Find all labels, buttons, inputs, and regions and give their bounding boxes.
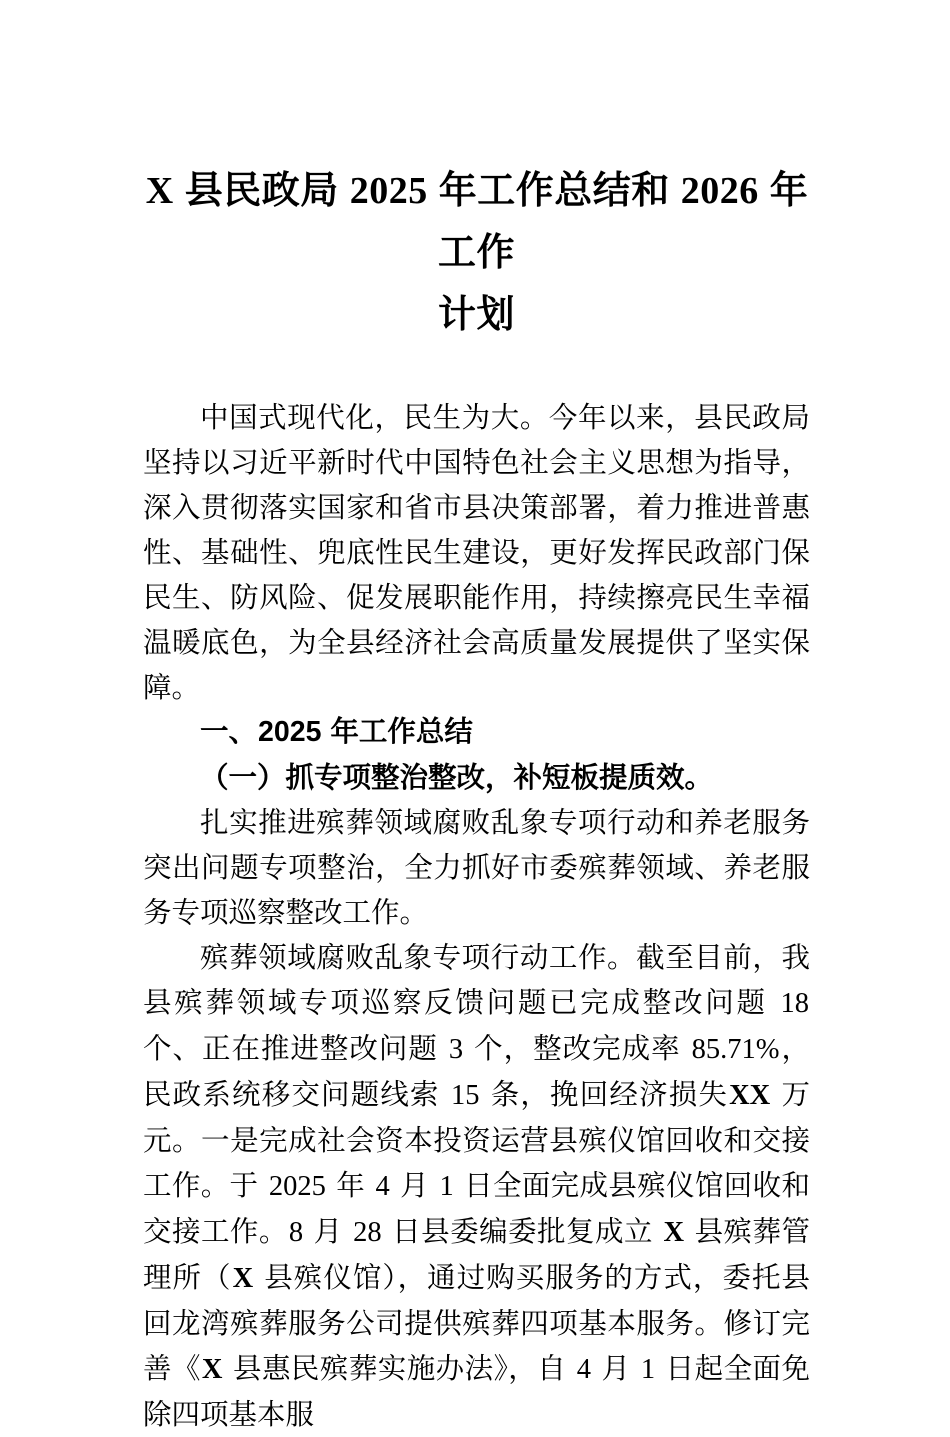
section-heading-1: 一、2025 年工作总结 (200, 716, 473, 748)
page-title: X 县民政局 2025 年工作总结和 2026 年工作 计划 (145, 170, 809, 336)
subsection-heading-1: （一）抓专项整治整改，补短板提质效。 (200, 760, 714, 794)
document-content (143, 0, 810, 1437)
intro-paragraph: 中国式现代化，民生为大。今年以来，县民政局坚持以习近平新时代中国特色社会主义思想为指导，深入贯彻落实国家和省市县决策部署，着力推进普惠性、基础性、兜底性民生建设，更好发挥民政部门保民生、防风险、促发展职能作用，持续擦亮民生幸福温暖底色，为全县经济社会高质量发展提供了坚实保障。 (143, 401, 810, 704)
body-paragraph-2: 扎实推进殡葬领域腐败乱象专项行动和养老服务突出问题专项整治，全力抓好市委殡葬领域、养老服务专项巡察整改工作。 (143, 806, 810, 929)
body-paragraph-3: 殡葬领域腐败乱象专项行动工作。截至目前，我县殡葬领域专项巡察反馈问题已完成整改问题 18 个、正在推进整改问题 3 个，整改完成率 85.71%，民政系统移交问题线索 15 条，挽回经济损失XX 万元。一是完成社会资本投资运营县殡仪馆回收和交接工作。于 2025 年 4 月 1 日全面完成县殡仪馆回收和交接工作。8 月 28 日县委编委批复成立 X 县殡葬管理所（X 县殡仪馆），通过购买服务的方式，委托县回龙湾殡葬服务公司提供殡葬四项基本服务。修订完善《X 县惠民殡葬实施办法》，自 4 月 1 日起全面免除四项基本服 (143, 941, 811, 1431)
